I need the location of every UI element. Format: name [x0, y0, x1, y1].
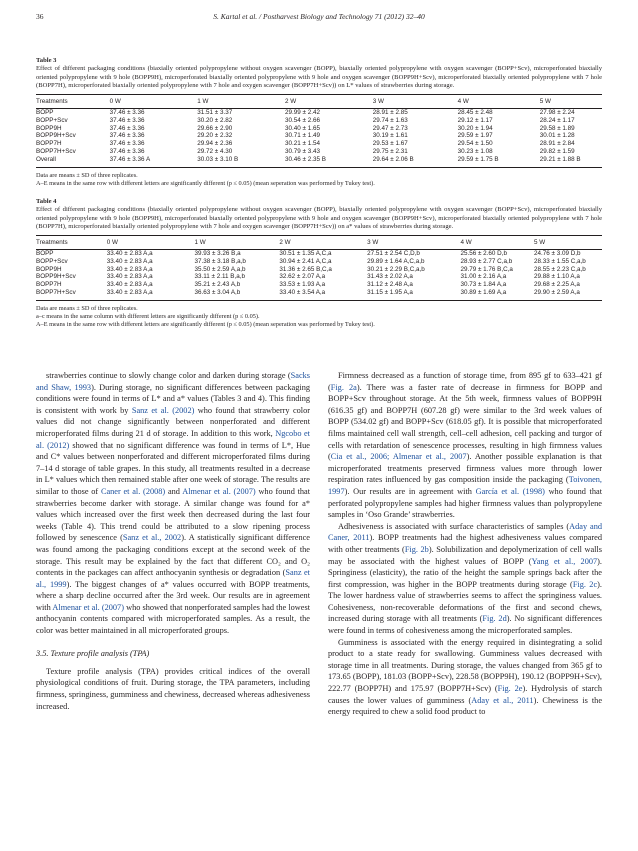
body-text: ). Our results are in agreement with — [344, 486, 476, 496]
table-3-header-row — [36, 94, 602, 108]
table-cell: BOPP9H+Scv — [36, 132, 76, 140]
body-text: ). No significant differences were found in terms of cohesiveness among the microperforated samples. — [328, 614, 602, 636]
table-cell: 33.40 ± 2.83 A,a — [107, 289, 195, 300]
citation-link[interactable]: Almenar et al. (2007) — [182, 486, 256, 496]
table-cell: BOPP9H+Scv — [36, 273, 76, 281]
table-row — [36, 258, 602, 266]
table-3-grid — [36, 94, 602, 168]
body-text: ). Chewiness is the energy required to chew a solid food product to — [328, 695, 603, 717]
table-cell: 31.15 ± 1.95 A,a — [367, 289, 460, 300]
table-row — [36, 266, 602, 274]
section-heading-tpa: 3.5. Texture profile analysis (TPA) — [36, 649, 150, 659]
body-text: who found that strawberries become darker with storage. A similar change was found for a* values which increased over the first week then decreased during the last four weeks (Table 4). This trend could be attributed to a slow ripening process followed by senescence ( — [36, 486, 311, 543]
table-cell: 30.79 ± 3.43 — [285, 148, 320, 156]
table-cell: 30.54 ± 2.66 — [285, 116, 320, 124]
table-cell: BOPP7H — [36, 140, 62, 148]
citation-link[interactable]: Ngcobo et al. (2012) — [36, 428, 310, 450]
table-cell: 27.51 ± 2.54 C,D,b — [367, 250, 420, 258]
column-header: 5 W — [534, 235, 602, 249]
citation-link[interactable]: Sacks and Shaw, 1993 — [36, 371, 310, 392]
table-cell: 30.20 ± 2.82 — [197, 116, 233, 124]
table-4-grid — [36, 235, 602, 301]
table-cell: 33.40 ± 3.54 A,a — [279, 289, 367, 300]
table-cell: 29.89 ± 1.64 A,C,a,b — [367, 257, 425, 265]
table-cell: 36.63 ± 3.04 A,b — [194, 289, 279, 300]
column-header: 0 W — [107, 235, 195, 249]
table-cell: 29.99 ± 2.42 — [285, 109, 320, 117]
table-row — [36, 117, 602, 125]
table-note: Data are means ± SD of three replicates. — [36, 304, 138, 312]
body-text: who found that strawberry color values did not change significantly between nonperforated and different microperforated films during 21 d of storage. In addition to this work, — [36, 405, 310, 438]
table-row — [36, 109, 602, 117]
left-paragraph-tpa: Texture profile analysis (TPA) provides critical indices of the overall physiological conditions of fruit. During storage, the TPA parameters, including firmness, springiness, gumminess and chewiness, decreased whereas adhesiveness increased. — [36, 666, 310, 711]
right-paragraph-firmness — [328, 370, 602, 521]
column-header: 4 W — [460, 235, 534, 249]
table-cell: BOPP — [36, 250, 54, 258]
table-4-notes — [36, 305, 602, 330]
body-text: who found that perforated polypropylene samples had higher firmness values than polypropylene samples in ‘Oso Grande’ strawberries. — [328, 486, 602, 520]
table-cell: 35.50 ± 2.59 A,a,b — [194, 265, 246, 273]
table-3-caption: Effect of different packaging conditions (biaxially oriented polypropylene without oxygen scavenger (BOPP), biaxially oriented polypropylene with oxygen scavenger (BOPP+Scv), microperforated biaxially oriented polypropylene with 9 hole (BOPP9H), microperforated biaxially oriented polypropylene with 9 hole and oxygen scavenger (BOPP9H+Scv), microperforated biaxially oriented polypropylene with 7 hole (BOPP7H), microperforated biaxially oriented polypropylene with 7 hole and oxygen scavenger (BOPP7H+Scv)) on L* values of strawberries during storage. — [36, 65, 602, 90]
table-cell: 30.73 ± 1.84 A,a — [460, 281, 507, 289]
left-paragraph-color — [36, 370, 310, 637]
body-text: ). Solubilization and depolymerization of cell walls may be associated with the highest values of BOPP ( — [328, 544, 603, 566]
table-note: Data are means ± SD of three replicates. — [36, 171, 138, 179]
table-row — [36, 140, 602, 148]
table-cell: 37.46 ± 3.36 — [109, 109, 145, 117]
table-cell: 31.12 ± 2.48 A,a — [367, 281, 413, 289]
column-header: 2 W — [279, 235, 367, 249]
table-cell: 29.58 ± 1.89 — [539, 124, 575, 132]
citation-link[interactable]: Sanz et al., 2002 — [122, 533, 182, 543]
table-4-caption: Effect of different packaging conditions (biaxially oriented polypropylene without oxygen scavenger (BOPP), biaxially oriented polypropylene with oxygen scavenger (BOPP+Scv), microperforated biaxially oriented polypropylene with 9 hole (BOPP9H), microperforated biaxially oriented polypropylene with 9 hole and oxygen scavenger (BOPP9H+Scv), microperforated biaxially oriented polypropylene with 7 hole (BOPP7H), microperforated biaxially oriented polypropylene with 7 hole and oxygen scavenger (BOPP7H+Scv)) on a* values of strawberries during storage. — [36, 206, 602, 231]
table-row — [36, 250, 602, 258]
body-text: ). Hydrolysis of starch causes the lower values of gumminess ( — [328, 684, 602, 705]
table-cell: BOPP7H+Scv — [36, 289, 107, 300]
column-header: 3 W — [373, 94, 458, 108]
citation-link[interactable]: Sanz et al., 1999 — [36, 568, 310, 589]
table-cell: 28.45 ± 2.48 — [457, 109, 493, 117]
citation-link[interactable]: Sanz et al. (2002) — [131, 405, 195, 415]
table-cell: 24.76 ± 3.09 D,b — [534, 250, 581, 258]
body-text: and — [165, 486, 183, 496]
table-4-header-row — [36, 235, 602, 249]
table-row — [36, 156, 602, 167]
table-cell: BOPP7H+Scv — [36, 148, 76, 156]
table-cell: 29.75 ± 2.31 — [372, 148, 408, 156]
table-cell: 31.36 ± 2.65 B,C,a — [279, 265, 332, 273]
table-cell: 29.88 ± 1.10 A,a — [534, 273, 580, 281]
table-cell: 30.21 ± 1.54 — [285, 140, 320, 148]
table-cell: 29.53 ± 1.67 — [372, 140, 408, 148]
column-header: 2 W — [285, 94, 373, 108]
citation-link[interactable]: Caner et al. (2008) — [100, 486, 166, 496]
citation-link[interactable]: Fig. 2a — [330, 382, 357, 392]
citation-link[interactable]: Toivonen, 1997 — [328, 475, 602, 496]
table-cell: 30.21 ± 2.29 B,C,a,b — [367, 265, 425, 273]
table-cell: 33.40 ± 2.83 A,a — [106, 250, 153, 258]
body-text: ). There was a faster rate of decrease in firmness for BOPP and BOPP+Scv throughout storage. At the 5th week, firmness values of BOPP9H (616.35 gf) and BOPP7H (607.28 gf) were similar to the 3rd week values of BOPP (534.02 gf) and BOPP+Scv (618.05 gf). It is possible that microperforated films maintained cell wall strength, cell–cell adhesion, cell packing and turgor of cells with retardation of senescence processes, resulting in high firmness values ( — [328, 382, 602, 462]
running-head: S. Kartal et al. / Postharvest Biology and Technology 71 (2012) 32–40 — [213, 12, 425, 21]
table-row — [36, 125, 602, 133]
column-header: Treatments — [36, 94, 110, 108]
column-header: 1 W — [197, 94, 285, 108]
table-cell: 33.11 ± 2.11 B,a,b — [194, 273, 245, 281]
table-cell: 31.43 ± 2.02 A,a — [367, 273, 413, 281]
table-cell: 28.91 ± 2.84 — [539, 140, 575, 148]
table-cell: 37.46 ± 3.36 — [109, 124, 145, 132]
table-row — [36, 132, 602, 140]
column-header: Treatments — [36, 235, 107, 249]
table-note: a–c means in the same column with different letters are significantly different (p ≤ 0.05). — [36, 313, 260, 321]
table-cell: 33.53 ± 1.93 A,a — [279, 281, 326, 289]
table-cell: 30.20 ± 1.94 — [457, 124, 493, 132]
table-cell: 37.46 ± 3.36 — [109, 148, 145, 156]
table-cell: 37.46 ± 3.36 — [109, 116, 145, 124]
table-cell: 29.20 ± 2.32 — [197, 132, 233, 140]
table-note: A–E means in the same row with different letters are significantly different (p ≤ 0.05) (mean seperation was performed by Tukey test). — [36, 179, 375, 187]
page-number: 36 — [36, 12, 44, 21]
body-text: who showed that nonperforated samples had the lowest anthocyanin contents compared with microperforated samples. As a result, the color was better maintained in all microperforated groups. — [36, 602, 311, 636]
column-header: 3 W — [367, 235, 460, 249]
column-header: 4 W — [458, 94, 540, 108]
left-column — [36, 370, 310, 712]
table-row — [36, 273, 602, 281]
table-cell: 30.01 ± 1.28 — [539, 132, 575, 140]
table-cell: Overall — [36, 156, 110, 167]
body-text: strawberries continue to slowly change color and darken during storage ( — [46, 371, 291, 380]
citation-link[interactable]: Almenar et al. (2007) — [52, 602, 124, 612]
table-cell: 37.38 ± 3.18 B,a,b — [194, 257, 246, 265]
table-cell: 30.51 ± 1.35 A,C,a — [279, 250, 332, 258]
table-row — [36, 281, 602, 289]
body-text: Firmness decreased as a function of storage time, from 895 gf to 633–421 gf ( — [328, 371, 602, 392]
body-text: ). The biggest changes of a* values occurred with BOPP treatments, where a sharp decline occurred after the 3rd week. Our results are in agreement with — [36, 579, 310, 612]
table-cell: 29.74 ± 1.63 — [372, 116, 408, 124]
table-cell: 30.71 ± 1.49 — [285, 132, 320, 140]
table-cell: 30.89 ± 1.69 A,a — [460, 289, 534, 300]
table-cell: 31.00 ± 2.16 A,a — [460, 273, 507, 281]
body-text: ). The lower hardness value of strawberries seems to affect the springiness values. Cohesiveness, non-recoverable deformations of the first and second chews, increased during storage with all treatments ( — [328, 579, 602, 624]
table-cell: 28.33 ± 1.55 C,a,b — [534, 257, 586, 265]
table-cell: 29.12 ± 1.17 — [457, 116, 493, 124]
table-cell: 30.94 ± 2.41 A,C,a — [279, 257, 332, 265]
citation-link[interactable]: García et al. (1998) — [475, 486, 545, 496]
table-cell: 32.62 ± 2.07 A,a — [279, 273, 326, 281]
table-cell: 37.46 ± 3.36 — [109, 132, 145, 140]
body-text: Adhesiveness is associated with surface characteristics of samples ( — [338, 521, 570, 531]
table-cell: BOPP7H — [36, 281, 62, 289]
citation-link[interactable]: Yang et al., 2007 — [531, 556, 598, 566]
citation-link[interactable]: Aday et al., 2011 — [471, 695, 534, 705]
table-cell: 29.64 ± 2.06 B — [373, 156, 458, 167]
table-cell: BOPP+Scv — [36, 116, 68, 124]
column-header: 0 W — [110, 94, 198, 108]
table-cell: 28.93 ± 2.77 C,a,b — [460, 257, 513, 265]
body-text: ). Springiness (elasticity), the ratio of the height the sample springs back after the first compression, was higher in the BOPP treatments during storage ( — [328, 556, 602, 589]
citation-link[interactable]: Fig. 2c — [572, 579, 598, 589]
table-cell: 39.93 ± 3.26 B,a — [194, 250, 241, 258]
table-cell: 31.51 ± 3.37 — [197, 109, 233, 117]
table-cell: 25.56 ± 2.60 D,b — [460, 250, 507, 258]
body-text: ). Another possible explanation is that microperforated treatments preserved firmness values more through lower respiration rates influenced by gas composition inside the packaging ( — [328, 452, 602, 485]
page-header — [36, 10, 602, 24]
table-4-label: Table 4 — [36, 198, 57, 205]
table-cell: 28.55 ± 2.23 C,a,b — [534, 265, 586, 273]
table-cell: 29.82 ± 1.59 — [539, 148, 575, 156]
body-text: ). A statistically significant difference was found among the packaging conditions except at the second week of the storage. This result may be explained by the fact that different CO₂ and O₂ contents in the packages can affect anthocyanin synthesis or degradation ( — [36, 533, 310, 578]
table-cell: 28.24 ± 1.17 — [539, 116, 575, 124]
column-header: 5 W — [540, 94, 602, 108]
table-cell: 35.21 ± 2.43 A,b — [194, 281, 241, 289]
right-paragraph-gumminess — [328, 637, 602, 718]
table-3-label: Table 3 — [36, 57, 57, 64]
table-cell: 33.40 ± 2.83 A,a — [106, 257, 153, 265]
table-cell: 30.19 ± 1.61 — [372, 132, 408, 140]
table-cell: 29.59 ± 1.75 B — [458, 156, 540, 167]
table-row — [36, 289, 602, 300]
table-cell: BOPP+Scv — [36, 257, 68, 265]
citation-link[interactable]: Fig. 2e — [497, 684, 523, 694]
right-paragraph-adhesiveness — [328, 521, 602, 637]
table-cell: BOPP9H — [36, 265, 62, 273]
table-cell: 30.40 ± 1.65 — [285, 124, 320, 132]
table-cell: 33.40 ± 2.83 A,a — [106, 281, 153, 289]
citation-link[interactable]: Fig. 2b — [404, 544, 429, 554]
table-cell: 30.46 ± 2.35 B — [285, 156, 373, 167]
table-cell: 29.72 ± 4.30 — [197, 148, 233, 156]
citation-link[interactable]: Cia et al., 2006; Almenar et al., 2007 — [330, 452, 467, 462]
body-text: Gumminess is associated with the energy required in disintegrating a solid product to a state ready for swallowing. Gumminess values decreased with storage time in all treatments. During storage, the values changed from 365 gf to 173.65 (BOPP), 181.03 (BOPP+Scv), 228.58 (BOPP9H), 190.12 (BOPP9H+Scv), 222.77 (BOPP7H) and 175.97 (BOPP7H+Scv) ( — [328, 637, 602, 694]
table-cell: 29.47 ± 2.73 — [372, 124, 408, 132]
table-cell: 33.40 ± 2.83 A,a — [106, 273, 153, 281]
body-text: ). During storage, no significant differences between packaging conditions were found in terms of L* and a* values (Tables 3 and 4). This finding is consistent with work by — [36, 382, 310, 415]
table-cell: 29.68 ± 2.25 A,a — [534, 281, 580, 289]
table-cell: 29.94 ± 2.36 — [197, 140, 233, 148]
body-text: showed that no significant difference was found in terms of L*, Hue and C* values between nonperforated and different microperforated films during 7–14 d storage of table grapes. In this study, all treatments resulted in a decrease in L* values which then remained stable after one week of storage. The results are similar to those of — [36, 440, 310, 496]
table-cell: 37.46 ± 3.36 — [109, 140, 145, 148]
column-header: 1 W — [194, 235, 279, 249]
table-cell: 29.79 ± 1.76 B,C,a — [460, 265, 513, 273]
table-cell: 29.59 ± 1.97 — [457, 132, 493, 140]
citation-link[interactable]: Fig. 2d — [482, 614, 507, 624]
table-cell: 30.23 ± 1.08 — [457, 148, 493, 156]
table-cell: BOPP — [36, 109, 54, 117]
body-text: ). BOPP treatments had the highest adhesiveness values compared with other treatments ( — [328, 533, 602, 554]
table-4 — [36, 198, 602, 329]
table-cell: 30.03 ± 3.10 B — [197, 156, 285, 167]
table-cell: 37.46 ± 3.36 A — [110, 156, 198, 167]
table-cell: 33.40 ± 2.83 A,a — [106, 265, 153, 273]
citation-link[interactable]: Aday and Caner, 2011 — [328, 521, 602, 543]
right-column — [328, 370, 602, 718]
table-cell: 29.54 ± 1.50 — [457, 140, 493, 148]
table-3-notes — [36, 172, 602, 188]
table-cell: BOPP9H — [36, 124, 62, 132]
table-cell: 29.90 ± 2.59 A,a — [534, 289, 602, 300]
table-cell: 28.91 ± 2.85 — [372, 109, 408, 117]
table-cell: 29.21 ± 1.88 B — [540, 156, 602, 167]
table-note: A–E means in the same row with different letters are significantly different (p ≤ 0.05) (mean seperation was performed by Tukey test). — [36, 321, 375, 329]
table-cell: 29.66 ± 2.90 — [197, 124, 233, 132]
table-row — [36, 148, 602, 156]
table-cell: 27.98 ± 2.24 — [539, 109, 575, 117]
table-3 — [36, 57, 602, 188]
